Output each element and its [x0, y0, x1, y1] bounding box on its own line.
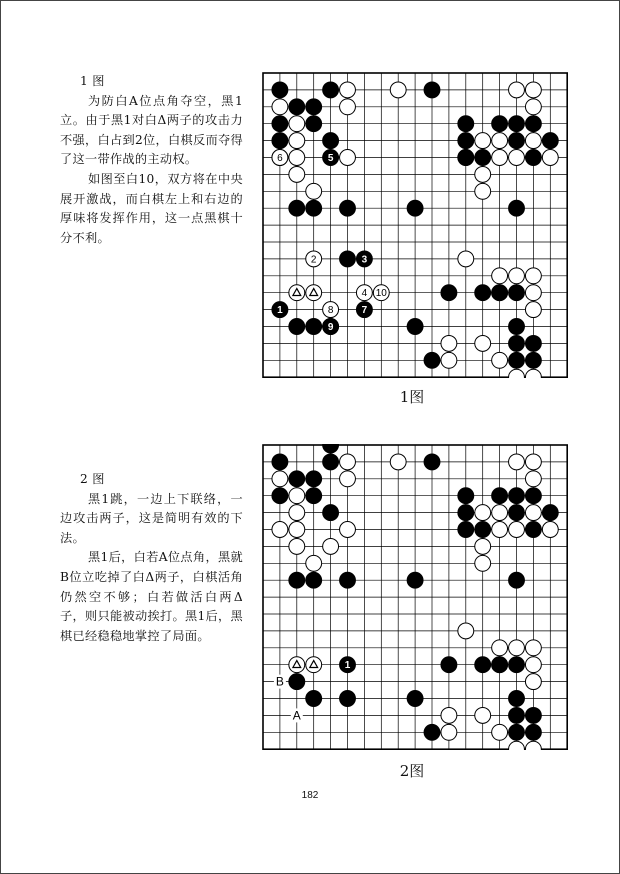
- white-stone: [441, 707, 457, 723]
- black-stone: [525, 352, 541, 368]
- section2-heading: 2 图: [80, 472, 105, 486]
- black-stone: [509, 116, 525, 132]
- black-stone: [289, 674, 305, 690]
- white-stone: [492, 724, 508, 740]
- black-stone: [458, 522, 474, 538]
- black-stone: [509, 691, 525, 707]
- black-stone: [525, 116, 541, 132]
- black-stone: [509, 200, 525, 216]
- stone-number-label: 9: [327, 322, 334, 333]
- black-stone: [542, 505, 558, 521]
- white-stone: [441, 352, 457, 368]
- black-stone: [340, 251, 356, 267]
- stone-number-label: 7: [361, 305, 368, 317]
- stone-number-label: 6: [277, 153, 283, 164]
- black-stone: [525, 150, 541, 166]
- black-stone: [458, 505, 474, 521]
- white-stone: [390, 454, 406, 470]
- section1-heading: 1 图: [80, 74, 105, 88]
- page-number: 182: [301, 790, 319, 801]
- black-stone: [272, 488, 288, 504]
- black-stone: [525, 707, 541, 723]
- stone-number-label: 1: [344, 660, 351, 672]
- white-stone: [509, 640, 525, 656]
- white-stone: [289, 538, 305, 554]
- black-stone: [306, 572, 322, 588]
- black-stone: [458, 116, 474, 132]
- white-stone: [492, 640, 508, 656]
- white-stone: [272, 471, 288, 487]
- white-stone: [272, 522, 288, 538]
- black-stone: [289, 319, 305, 335]
- go-board-1-svg: [262, 72, 574, 378]
- black-stone: [407, 200, 423, 216]
- black-stone: [441, 285, 457, 301]
- black-stone: [509, 707, 525, 723]
- black-stone: [509, 657, 525, 673]
- black-stone: [424, 454, 440, 470]
- black-stone: [509, 505, 525, 521]
- white-stone: [289, 488, 305, 504]
- white-stone: [475, 166, 491, 182]
- white-stone: [525, 99, 541, 115]
- white-stone: [525, 454, 541, 470]
- white-stone: [492, 133, 508, 149]
- white-stone: [475, 335, 491, 351]
- black-stone: [509, 724, 525, 740]
- black-stone: [340, 572, 356, 588]
- black-stone: [424, 82, 440, 98]
- stone-number-label: 2: [310, 254, 317, 266]
- white-stone: [525, 471, 541, 487]
- white-stone: [441, 724, 457, 740]
- black-stone: [475, 150, 491, 166]
- section2-paragraph-1: 黑1跳，一边上下联络，一边攻击两子，这是简明有效的下法。: [60, 491, 243, 545]
- white-stone: [509, 268, 525, 284]
- white-stone: [509, 522, 525, 538]
- white-stone: [458, 251, 474, 267]
- stone-number-label: 1: [277, 305, 283, 317]
- section1-paragraph-1: 为防白A位点角夺空，黑1立。由于黑1对白Δ两子的攻击力不强，白占到2位，白棋反而夺得了这一带作战的主动权。: [60, 93, 243, 167]
- white-stone: [289, 150, 305, 166]
- black-stone: [458, 133, 474, 149]
- white-stone: [289, 116, 305, 132]
- black-stone: [475, 285, 491, 301]
- white-stone-marked: [306, 285, 322, 301]
- white-stone: [509, 82, 525, 98]
- white-stone: [441, 335, 457, 351]
- white-stone: [458, 623, 474, 639]
- black-stone: [492, 116, 508, 132]
- white-stone: [289, 505, 305, 521]
- black-stone: [289, 471, 305, 487]
- black-stone: [272, 116, 288, 132]
- white-stone: [509, 369, 525, 378]
- white-stone: [492, 352, 508, 368]
- stone-number-label: 3: [361, 254, 368, 266]
- stone-number-label: 8: [327, 305, 334, 317]
- white-stone: [475, 505, 491, 521]
- black-stone: [509, 572, 525, 588]
- white-stone: [525, 674, 541, 690]
- white-stone: [340, 522, 356, 538]
- white-stone: [475, 707, 491, 723]
- white-stone: [289, 522, 305, 538]
- black-stone: [492, 657, 508, 673]
- white-stone: [542, 150, 558, 166]
- black-stone: [306, 471, 322, 487]
- white-stone-marked: [289, 657, 305, 673]
- go-board-2-svg: [262, 444, 574, 750]
- white-stone: [475, 555, 491, 571]
- diagram-2-caption: 2图: [399, 762, 425, 780]
- black-stone: [306, 99, 322, 115]
- black-stone: [407, 319, 423, 335]
- black-stone: [323, 505, 339, 521]
- black-stone: [323, 133, 339, 149]
- white-stone-marked: [289, 285, 305, 301]
- black-stone: [458, 150, 474, 166]
- black-stone: [323, 82, 339, 98]
- section1-text: [60, 72, 243, 248]
- white-stone: [340, 471, 356, 487]
- white-stone: [272, 99, 288, 115]
- white-stone: [306, 183, 322, 199]
- black-stone: [272, 82, 288, 98]
- stone-number-label: 5: [327, 153, 334, 164]
- section2-paragraph-2: 黑1后，白若A位点角，黑就B位立吃掉了白Δ两子，白棋活角仍然空不够；白若做活白两Δ子，则只能被动挨打。黑1后，黑棋已经稳稳地掌控了局面。: [60, 550, 243, 643]
- board-point-label-B: B: [275, 674, 284, 689]
- black-stone: [424, 352, 440, 368]
- black-stone: [509, 352, 525, 368]
- black-stone: [509, 319, 525, 335]
- black-stone: [441, 657, 457, 673]
- board-point-label-A: A: [292, 708, 301, 723]
- white-stone: [492, 150, 508, 166]
- black-stone: [509, 488, 525, 504]
- section1-paragraph-2: 如图至白10，双方将在中央展开激战，而白棋左上和右边的厚味将发挥作用，这一点黑棋十分不利。: [60, 171, 243, 245]
- section2-text: [60, 470, 243, 646]
- white-stone: [525, 285, 541, 301]
- white-stone: [525, 268, 541, 284]
- black-stone: [525, 488, 541, 504]
- white-stone: [340, 454, 356, 470]
- black-stone: [289, 572, 305, 588]
- stone-number-label: 4: [361, 288, 368, 300]
- white-stone: [525, 369, 541, 378]
- black-stone: [340, 200, 356, 216]
- black-stone: [475, 657, 491, 673]
- white-stone: [525, 82, 541, 98]
- white-stone: [323, 538, 339, 554]
- black-stone: [306, 116, 322, 132]
- stone-number-label: 10: [375, 288, 387, 300]
- black-stone: [340, 691, 356, 707]
- black-stone: [407, 691, 423, 707]
- black-stone: [323, 444, 339, 453]
- white-stone: [492, 268, 508, 284]
- white-stone: [390, 82, 406, 98]
- black-stone: [492, 488, 508, 504]
- black-stone: [475, 522, 491, 538]
- black-stone: [407, 572, 423, 588]
- white-stone: [525, 302, 541, 318]
- go-board-1: [262, 72, 574, 378]
- white-stone: [340, 82, 356, 98]
- white-stone: [475, 183, 491, 199]
- white-stone: [509, 454, 525, 470]
- black-stone: [306, 488, 322, 504]
- white-stone: [475, 538, 491, 554]
- black-stone: [323, 454, 339, 470]
- white-stone-marked: [306, 657, 322, 673]
- white-stone: [340, 150, 356, 166]
- white-stone: [289, 166, 305, 182]
- white-stone: [509, 150, 525, 166]
- black-stone: [458, 488, 474, 504]
- black-stone: [272, 133, 288, 149]
- white-stone: [525, 505, 541, 521]
- white-stone: [289, 133, 305, 149]
- black-stone: [424, 724, 440, 740]
- white-stone: [525, 640, 541, 656]
- diagram-1-caption: 1图: [399, 388, 425, 406]
- black-stone: [509, 285, 525, 301]
- white-stone: [492, 522, 508, 538]
- white-stone: [492, 505, 508, 521]
- black-stone: [492, 285, 508, 301]
- black-stone: [306, 691, 322, 707]
- black-stone: [289, 99, 305, 115]
- white-stone: [475, 133, 491, 149]
- black-stone: [306, 319, 322, 335]
- black-stone: [272, 454, 288, 470]
- white-stone: [509, 741, 525, 750]
- black-stone: [509, 133, 525, 149]
- black-stone: [289, 200, 305, 216]
- black-stone: [525, 724, 541, 740]
- black-stone: [525, 335, 541, 351]
- white-stone: [542, 522, 558, 538]
- black-stone: [542, 133, 558, 149]
- white-stone: [306, 555, 322, 571]
- white-stone: [525, 133, 541, 149]
- white-stone: [525, 741, 541, 750]
- white-stone: [525, 657, 541, 673]
- go-board-2: [262, 444, 574, 750]
- black-stone: [525, 522, 541, 538]
- white-stone: [340, 99, 356, 115]
- black-stone: [306, 200, 322, 216]
- black-stone: [509, 335, 525, 351]
